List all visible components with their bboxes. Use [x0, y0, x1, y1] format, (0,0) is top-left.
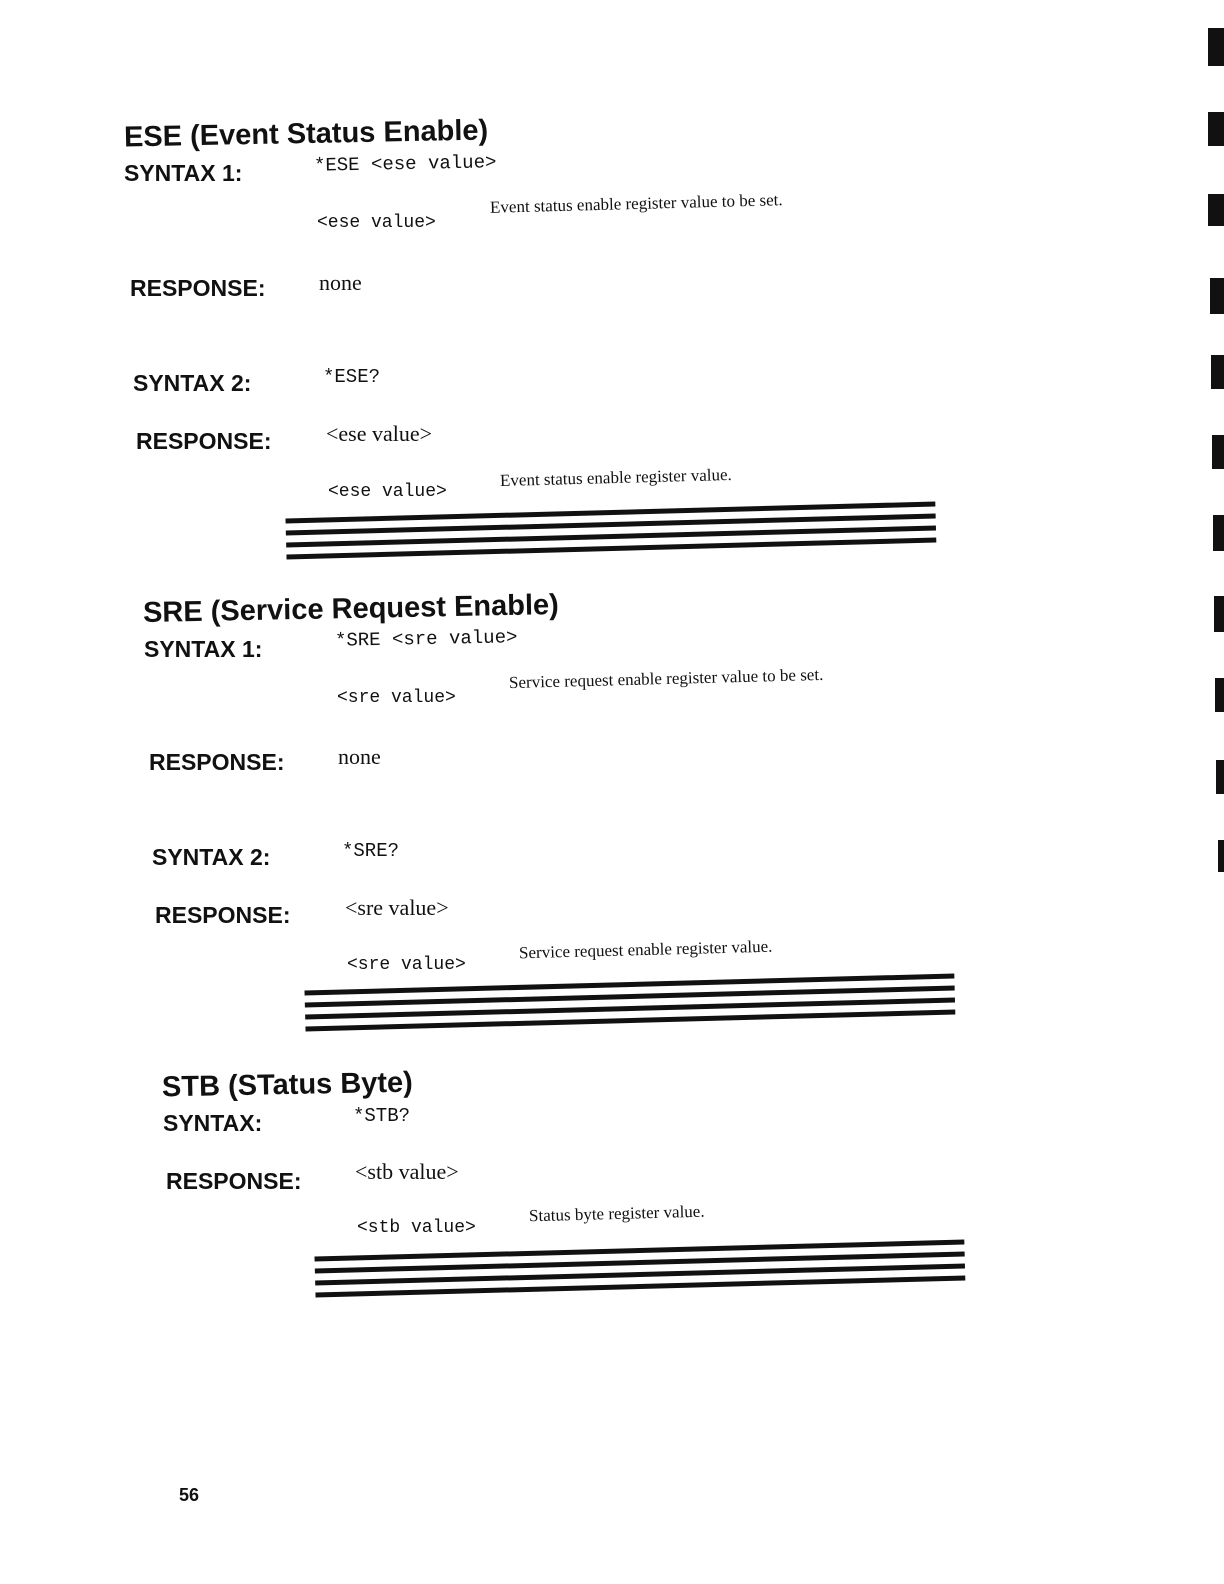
sre-response2-param-desc: Service request enable register value. — [518, 936, 773, 963]
stb-response-param: <stb value> — [357, 1218, 476, 1238]
edge-mark — [1208, 112, 1224, 146]
ese-response1-label: RESPONSE: — [130, 275, 266, 301]
section-divider-ese — [285, 502, 936, 567]
sre-syntax1-label: SYNTAX 1: — [144, 636, 263, 662]
sre-response2-param: <sre value> — [347, 955, 466, 975]
ese-syntax2-code: *ESE? — [323, 366, 381, 388]
sre-response2-value: <sre value> — [345, 895, 449, 920]
edge-mark — [1214, 596, 1224, 632]
sre-syntax1-param: <sre value> — [337, 688, 456, 708]
edge-mark — [1213, 515, 1224, 551]
section-title-stb: STB (STatus Byte) — [161, 1066, 414, 1104]
stb-syntax-code: *STB? — [353, 1105, 411, 1127]
ese-syntax1-code: *ESE <ese value> — [313, 151, 497, 177]
edge-mark — [1210, 278, 1224, 314]
ese-response2-value: <ese value> — [326, 421, 433, 446]
page-number: 56 — [179, 1485, 200, 1505]
ese-syntax1-param-desc: Event status enable register value to be set. — [489, 190, 783, 217]
ese-response1-value: none — [319, 270, 362, 295]
sre-response1-value: none — [338, 744, 381, 769]
ese-syntax1-param: <ese value> — [317, 213, 436, 233]
edge-mark — [1212, 435, 1224, 469]
sre-response1-label: RESPONSE: — [149, 749, 285, 775]
edge-mark — [1215, 678, 1224, 712]
stb-response-value: <stb value> — [355, 1159, 459, 1184]
edge-mark — [1216, 760, 1224, 794]
edge-mark — [1218, 840, 1224, 872]
ese-response2-param: <ese value> — [328, 482, 447, 502]
section-title-ese: ESE (Event Status Enable) — [123, 114, 489, 154]
edge-mark — [1208, 28, 1224, 66]
sre-syntax2-label: SYNTAX 2: — [152, 844, 271, 870]
edge-mark — [1211, 355, 1224, 389]
sre-response2-label: RESPONSE: — [155, 902, 291, 928]
ese-response2-param-desc: Event status enable register value. — [499, 464, 732, 491]
section-title-sre: SRE (Service Request Enable) — [142, 589, 560, 629]
stb-response-param-desc: Status byte register value. — [528, 1201, 705, 1226]
ese-syntax1-label: SYNTAX 1: — [124, 160, 243, 186]
sre-syntax2-code: *SRE? — [342, 840, 400, 862]
sre-syntax1-code: *SRE <sre value> — [334, 626, 518, 652]
edge-mark — [1208, 194, 1224, 226]
sre-syntax1-param-desc: Service request enable register value to be set. — [508, 664, 824, 693]
ese-syntax2-label: SYNTAX 2: — [133, 370, 252, 396]
stb-response-label: RESPONSE: — [166, 1168, 302, 1194]
ese-response2-label: RESPONSE: — [136, 428, 272, 454]
section-divider-stb — [314, 1240, 965, 1305]
stb-syntax-label: SYNTAX: — [163, 1110, 263, 1136]
section-divider-sre — [304, 974, 955, 1039]
